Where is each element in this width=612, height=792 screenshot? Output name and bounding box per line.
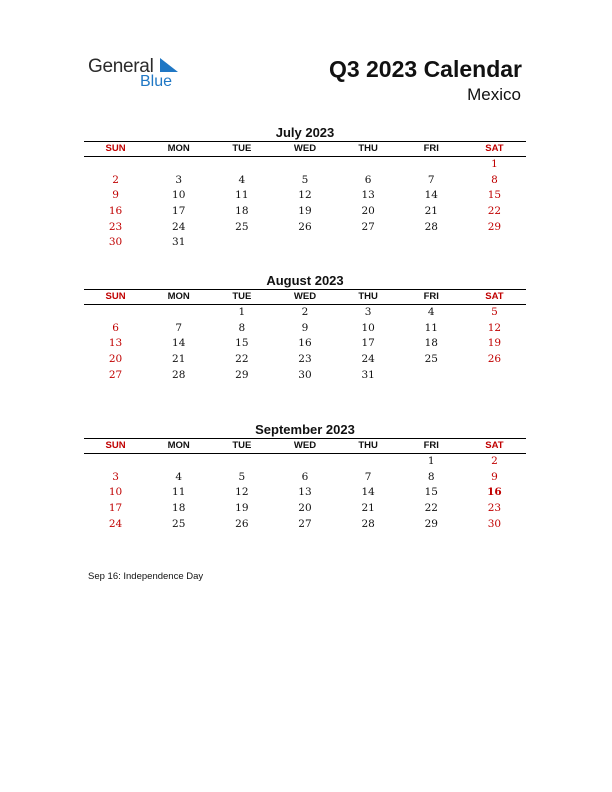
holiday-note: Sep 16: Independence Day: [88, 571, 204, 582]
day-cell: 4: [427, 306, 435, 318]
weekday-header: SUN: [105, 291, 126, 302]
day-cell: 22: [235, 353, 249, 366]
week-row: [84, 173, 526, 189]
week-row: [84, 235, 526, 251]
day-cell: 2: [301, 306, 309, 318]
weekday-header: THU: [358, 291, 378, 302]
day-cell: [210, 454, 273, 470]
day-cell: [273, 157, 336, 173]
day-cell: [147, 305, 210, 321]
day-cell: 23: [487, 502, 502, 515]
day-cell: 20: [298, 502, 312, 515]
weekday-header: SAT: [485, 440, 504, 451]
day-cell: 10: [108, 486, 123, 499]
day-cell: [84, 305, 147, 321]
day-cell: 27: [108, 368, 123, 381]
day-cell: 17: [172, 205, 186, 218]
weekday-header: WED: [293, 291, 317, 302]
weekday-header: MON: [167, 440, 190, 451]
day-cell: 9: [301, 321, 309, 334]
day-cell: [337, 235, 400, 251]
week-row: [84, 220, 526, 236]
day-cell: 6: [112, 321, 119, 334]
day-cell: 12: [298, 189, 312, 202]
week-row: [84, 454, 526, 470]
week-row: [84, 470, 526, 486]
day-cell: 14: [172, 337, 186, 350]
week-row: [84, 485, 526, 501]
day-cell: 19: [298, 205, 312, 218]
day-cell: 17: [108, 502, 123, 515]
day-cell: [147, 454, 210, 470]
holiday-day-cell: 16: [487, 486, 502, 499]
day-cell: [400, 368, 463, 384]
weekday-header: SUN: [105, 143, 126, 154]
day-cell: [210, 157, 273, 173]
day-cell: 13: [361, 189, 375, 202]
day-cell: 30: [487, 517, 502, 530]
day-cell: 15: [487, 189, 502, 202]
day-cell: 14: [361, 486, 375, 499]
day-cell: 23: [298, 353, 312, 366]
weekday-header-row: [84, 289, 526, 305]
day-cell: 18: [235, 205, 249, 218]
weekday-header: FRI: [423, 143, 439, 154]
day-cell: 21: [424, 205, 438, 218]
day-cell: 29: [424, 517, 438, 530]
day-cell: 13: [298, 486, 312, 499]
day-cell: 5: [301, 173, 309, 186]
day-cell: 18: [424, 337, 438, 350]
week-row: [84, 157, 526, 173]
day-cell: 31: [172, 236, 186, 249]
week-row: [84, 321, 526, 337]
day-cell: [337, 454, 400, 470]
logo-text-general: General: [88, 56, 154, 77]
day-cell: 24: [108, 517, 123, 530]
day-cell: 10: [172, 189, 186, 202]
day-cell: 3: [175, 173, 183, 186]
week-row: [84, 352, 526, 368]
weekday-header-row: [84, 141, 526, 157]
day-cell: 25: [424, 353, 438, 366]
weekday-header: WED: [293, 440, 317, 451]
day-cell: 20: [108, 353, 123, 366]
weekday-header: FRI: [423, 291, 439, 302]
day-cell: 24: [172, 220, 186, 233]
day-cell: 19: [487, 337, 502, 350]
day-cell: 22: [487, 205, 502, 218]
day-cell: 30: [108, 236, 123, 249]
week-row: [84, 517, 526, 533]
day-cell: 29: [235, 368, 249, 381]
day-cell: [400, 157, 463, 173]
day-cell: [273, 454, 336, 470]
day-cell: 7: [427, 173, 435, 186]
day-cell: 19: [235, 502, 249, 515]
day-cell: 12: [487, 321, 502, 334]
weekday-header: TUE: [232, 440, 252, 451]
weekday-header: FRI: [423, 440, 439, 451]
week-row: [84, 501, 526, 517]
weekday-header: TUE: [232, 291, 252, 302]
day-cell: 2: [112, 173, 119, 186]
page-title: Q3 2023 Calendar: [328, 56, 522, 82]
day-cell: 26: [487, 353, 502, 366]
weekday-header: SAT: [485, 143, 504, 154]
month-september: [84, 421, 526, 532]
day-cell: 16: [298, 337, 312, 350]
week-row: [84, 336, 526, 352]
day-cell: 3: [112, 470, 119, 483]
day-cell: 1: [427, 455, 435, 467]
day-cell: 7: [364, 470, 372, 483]
day-cell: [463, 235, 526, 251]
country-name: Mexico: [467, 85, 521, 104]
weekday-header: THU: [358, 143, 378, 154]
day-cell: [84, 157, 147, 173]
month-title: July 2023: [275, 125, 335, 140]
weekday-header: SUN: [105, 440, 126, 451]
generalblue-logo: [88, 56, 188, 92]
day-cell: 28: [361, 517, 375, 530]
day-cell: [273, 235, 336, 251]
day-cell: 22: [424, 502, 438, 515]
weekday-header: MON: [167, 291, 190, 302]
month-title: August 2023: [266, 273, 344, 288]
weekday-header-row: [84, 438, 526, 454]
day-cell: 15: [235, 337, 249, 350]
day-cell: 31: [361, 368, 375, 381]
day-cell: 26: [235, 517, 249, 530]
day-cell: 10: [361, 321, 375, 334]
day-cell: 4: [175, 470, 183, 483]
day-cell: 18: [172, 502, 186, 515]
day-cell: 1: [238, 306, 246, 318]
day-cell: 28: [172, 368, 186, 381]
day-cell: 4: [238, 173, 246, 186]
day-cell: 23: [108, 220, 123, 233]
day-cell: 6: [301, 470, 309, 483]
day-cell: 30: [298, 368, 312, 381]
weekday-header: SAT: [485, 291, 504, 302]
day-cell: 9: [491, 470, 498, 483]
day-cell: 8: [491, 173, 498, 186]
day-cell: 8: [238, 321, 246, 334]
month-july: [84, 124, 526, 251]
day-cell: 5: [491, 306, 498, 318]
day-cell: 20: [361, 205, 375, 218]
day-cell: 12: [235, 486, 249, 499]
day-cell: 13: [108, 337, 123, 350]
month-title: September 2023: [255, 422, 355, 437]
week-row: [84, 188, 526, 204]
day-cell: 2: [491, 455, 498, 467]
day-cell: 11: [235, 189, 249, 202]
day-cell: [147, 157, 210, 173]
day-cell: [84, 454, 147, 470]
day-cell: 15: [424, 486, 438, 499]
week-row: [84, 368, 526, 384]
day-cell: 25: [235, 220, 249, 233]
day-cell: 11: [172, 486, 186, 499]
week-row: [84, 305, 526, 321]
logo-text-blue: Blue: [140, 73, 173, 90]
weekday-header: WED: [293, 143, 317, 154]
day-cell: 27: [298, 517, 312, 530]
day-cell: 5: [238, 470, 246, 483]
day-cell: 3: [364, 306, 372, 318]
weekday-header: TUE: [232, 143, 252, 154]
day-cell: 24: [361, 353, 375, 366]
day-cell: 29: [487, 220, 502, 233]
day-cell: 25: [172, 517, 186, 530]
day-cell: [463, 368, 526, 384]
day-cell: 1: [491, 158, 498, 170]
weekday-header: MON: [167, 143, 190, 154]
day-cell: 27: [361, 220, 375, 233]
month-august: [84, 272, 526, 383]
day-cell: 9: [112, 189, 119, 202]
day-cell: [337, 157, 400, 173]
day-cell: 11: [424, 321, 438, 334]
day-cell: 6: [364, 173, 372, 186]
day-cell: 21: [361, 502, 375, 515]
day-cell: 14: [424, 189, 438, 202]
day-cell: [210, 235, 273, 251]
weekday-header: THU: [358, 440, 378, 451]
day-cell: 21: [172, 353, 186, 366]
day-cell: 7: [175, 321, 183, 334]
day-cell: 26: [298, 220, 312, 233]
day-cell: 28: [424, 220, 438, 233]
day-cell: [400, 235, 463, 251]
day-cell: 8: [427, 470, 435, 483]
logo-triangle-icon: [160, 58, 178, 72]
day-cell: 16: [108, 205, 123, 218]
day-cell: 17: [361, 337, 375, 350]
week-row: [84, 204, 526, 220]
